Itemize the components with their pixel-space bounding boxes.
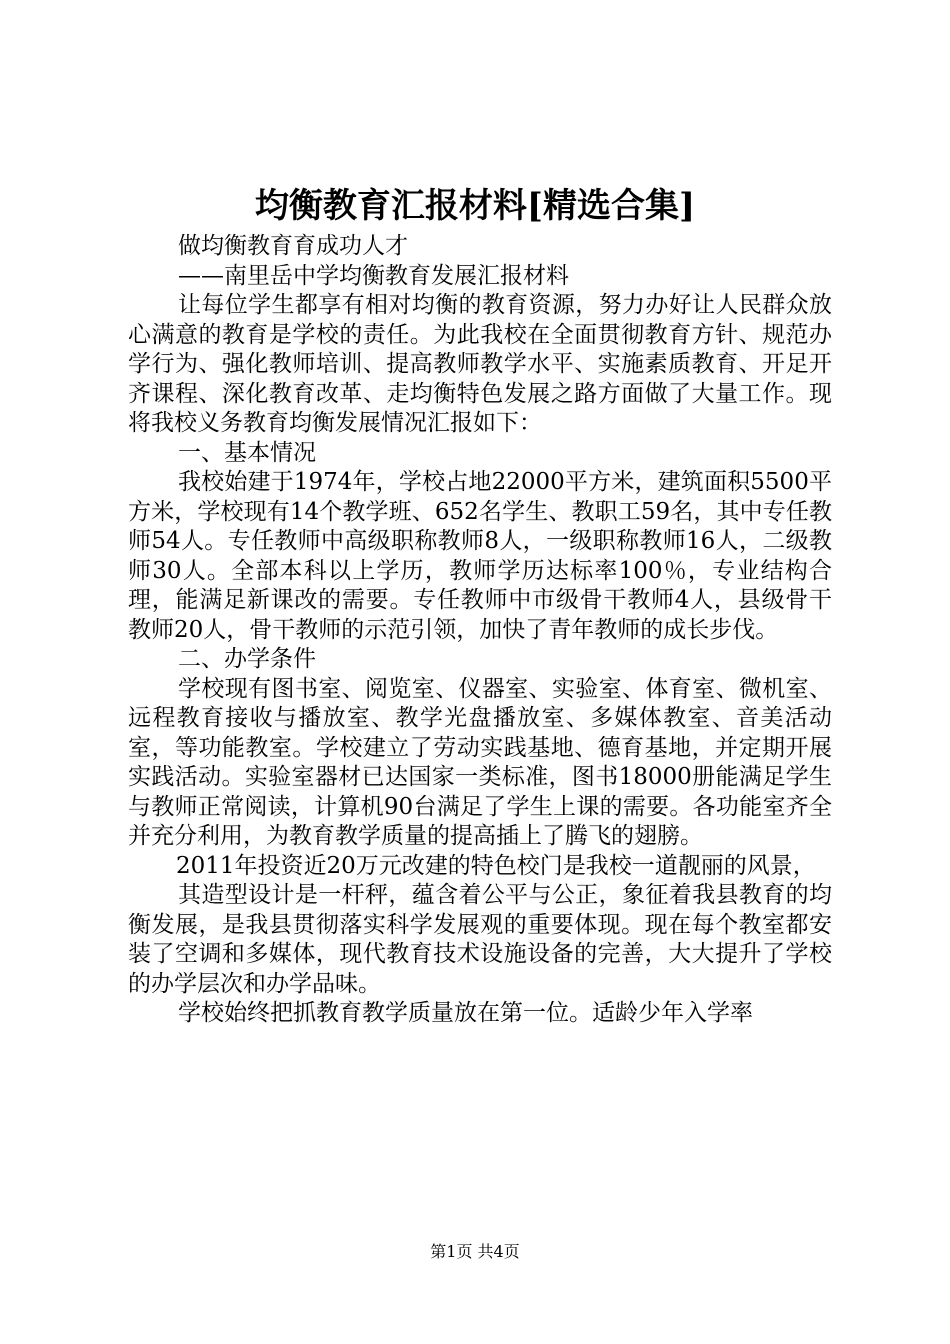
subtitle-line: 做均衡教育育成功人才: [178, 233, 408, 259]
document-title: 均衡教育汇报材料[精选合集]: [254, 186, 696, 226]
section-heading-basic: 一、基本情况: [178, 439, 316, 466]
page-footer: 第1页 共4页: [430, 1242, 520, 1261]
gate-paragraph: 2011年投资近20万元改建的特色校门是我校一道靓丽的风景，: [176, 852, 816, 879]
conditions-paragraph: 学校现有图书室、阅览室、仪器室、实验室、体育室、微机室、远程教育接收与播放室、教学光盘播放室、多媒体教室、音美活动室，等功能教室。学校建立了劳动实践基地、德育基地，并定期开展实践活动。实验室器材已达国家一类标准，图书18000册能满足学生与教师正常阅读，计算机90台满足了学生上课的需要。各功能室齐全并充分利用，为教育教学质量的提高插上了腾飞的翅膀。: [128, 675, 832, 849]
gate-design-paragraph: 其造型设计是一杆秤，蕴含着公平与公正，象征着我县教育的均衡发展，是我县贯彻落实科学发展观的重要体现。现在每个教室都安装了空调和多媒体，现代教育技术设施设备的完善，大大提升了学校的办学层次和办学品味。: [128, 882, 832, 997]
quality-paragraph: 学校始终把抓教育教学质量放在第一位。适龄少年入学率: [178, 1000, 753, 1026]
basic-info-paragraph: 我校始建于1974年，学校占地22000平方米，建筑面积5500平方米，学校现有14个教学班、652名学生、教职工59名，其中专任教师54人。专任教师中高级职称教师8人，一级职称教师16人，二级教师30人。全部本科以上学历，教师学历达标率100％，专业结构合理，能满足新课改的需要。专任教师中市级骨干教师4人，县级骨干教师20人，骨干教师的示范引领，加快了青年教师的成长步伐。: [128, 469, 832, 643]
document-body: [128, 232, 832, 1029]
intro-paragraph: 让每位学生都享有相对均衡的教育资源，努力办好让人民群众放心满意的教育是学校的责任。为此我校在全面贯彻教育方针、规范办学行为、强化教师培训、提高教师教学水平、实施素质教育、开足开齐课程、深化教育改革、走均衡特色发展之路方面做了大量工作。现将我校义务教育均衡发展情况汇报如下：: [128, 292, 832, 436]
subtitle-dash-line: ——南里岳中学均衡教育发展汇报材料: [178, 262, 569, 289]
section-heading-conditions: 二、办学条件: [178, 646, 316, 672]
